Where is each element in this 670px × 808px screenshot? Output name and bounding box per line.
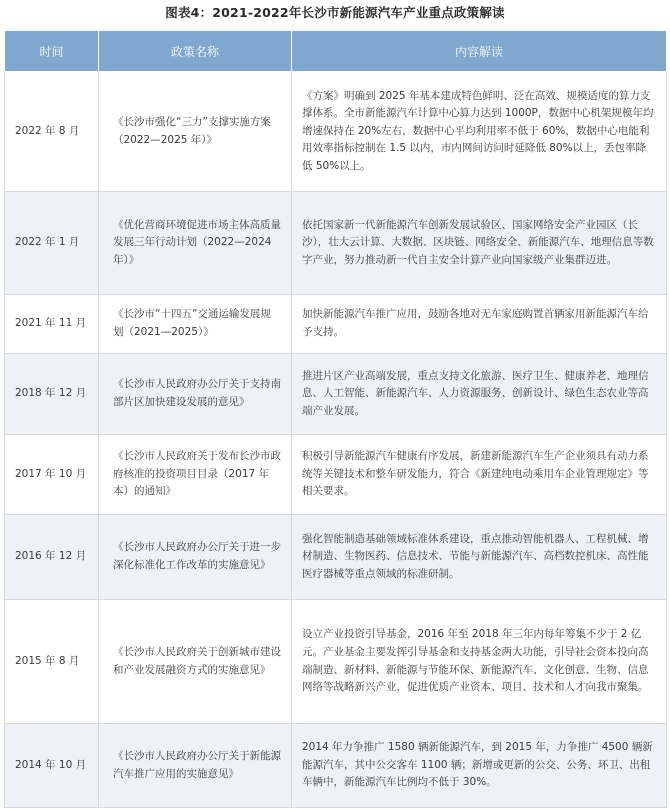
table-row — [5, 435, 667, 515]
row-time: 2022 年 8 月 — [5, 72, 99, 192]
row-content: 2014 年力争推广 1580 辆新能源汽车，到 2015 年，力争推广 4500 辆新能源汽车，其中公交客车 1100 辆；新增或更新的公交、公务、环卫、出租车辆中，新能源汽车比例均不低于 30%。 — [292, 724, 667, 808]
row-policy-name: 《长沙市人民政府办公厅关于进一步深化标准化工作改革的实施意见》 — [99, 515, 292, 600]
header-content: 内容解读 — [292, 31, 667, 72]
table-row — [5, 192, 667, 295]
row-policy-name: 《长沙市人民政府关于创新城市建设和产业发展融资方式的实施意见》 — [99, 600, 292, 724]
table-row — [5, 600, 667, 724]
row-time: 2015 年 8 月 — [5, 600, 99, 724]
table-row — [5, 724, 667, 808]
table-header-row — [5, 31, 667, 72]
row-time: 2016 年 12 月 — [5, 515, 99, 600]
row-policy-name: 《长沙市人民政府办公厅关于新能源汽车推广应用的实施意见》 — [99, 724, 292, 808]
table-row — [5, 354, 667, 435]
row-content: 加快新能源汽车推广应用，鼓励各地对无车家庭购置首辆家用新能源汽车给予支持。 — [292, 295, 667, 354]
chart-title: 图表4：2021-2022年长沙市新能源汽车产业重点政策解读 — [165, 5, 505, 20]
row-policy-name: 《长沙市人民政府办公厅关于支持南部片区加快建设发展的意见》 — [99, 354, 292, 435]
row-content: 积极引导新能源汽车健康有序发展，新建新能源汽车生产企业须具有动力系统等关键技术和整车研发能力，符合《新建纯电动乘用车企业管理规定》等相关要求。 — [292, 435, 667, 515]
row-time: 2017 年 10 月 — [5, 435, 99, 515]
row-policy-name: 《长沙市“十四五”交通运输发展规划（2021—2025）》 — [99, 295, 292, 354]
row-content: 依托国家新一代新能源汽车创新发展试验区、国家网络安全产业园区（长沙），壮大云计算、大数据、区块链、网络安全、新能源汽车、地理信息等数字产业，努力推动新一代自主安全计算产业向国家级产业集群迈进。 — [292, 192, 667, 295]
header-time: 时间 — [5, 31, 99, 72]
row-time: 2022 年 1 月 — [5, 192, 99, 295]
row-policy-name: 《长沙市人民政府关于发布长沙市政府核准的投资项目目录（2017 年本）的通知》 — [99, 435, 292, 515]
row-content: 推进片区产业高端发展，重点支持文化旅游、医疗卫生、健康养老、地理信息、人工智能、新能源汽车、人力资源服务、创新设计、绿色生态农业等高端产业发展。 — [292, 354, 667, 435]
header-policy-name: 政策名称 — [99, 31, 292, 72]
policy-table — [4, 30, 667, 808]
row-content: 《方案》明确到 2025 年基本建成特色鲜明、泛在高效、规模适度的算力支撑体系。全市新能源汽车计算中心算力达到 1000P，数据中心机架规模年均增速保持在 20%左右，数据中心平均利用率不低于 60%，数据中心电能利用效率指标控制在 1.5 以内，市内网间访问时延降低 80%以上，丢包率降低 50%以上。 — [292, 72, 667, 192]
row-content: 设立产业投资引导基金，2016 年至 2018 年三年内每年筹集不少于 2 亿元。产业基金主要发挥引导基金和支持基金两大功能，引导社会资本投向高端制造、新材料、新能源与节能环保、新能源汽车、文化创意、生物、信息网络等战略新兴产业，促进优质产业资本、项目、技术和人才向我市聚集。 — [292, 600, 667, 724]
table-row — [5, 72, 667, 192]
row-time: 2018 年 12 月 — [5, 354, 99, 435]
row-time: 2014 年 10 月 — [5, 724, 99, 808]
row-policy-name: 《长沙市强化“三力”支撑实施方案（2022—2025 年）》 — [99, 72, 292, 192]
table-row — [5, 515, 667, 600]
row-time: 2021 年 11 月 — [5, 295, 99, 354]
row-policy-name: 《优化营商环境促进市场主体高质量发展三年行动计划（2022—2024 年）》 — [99, 192, 292, 295]
table-row — [5, 295, 667, 354]
row-content: 强化智能制造基础领域标准体系建设，重点推动智能机器人、工程机械、增材制造、生物医药、信息技术、节能与新能源汽车、高档数控机床、高性能医疗器械等重点领域的标准研制。 — [292, 515, 667, 600]
